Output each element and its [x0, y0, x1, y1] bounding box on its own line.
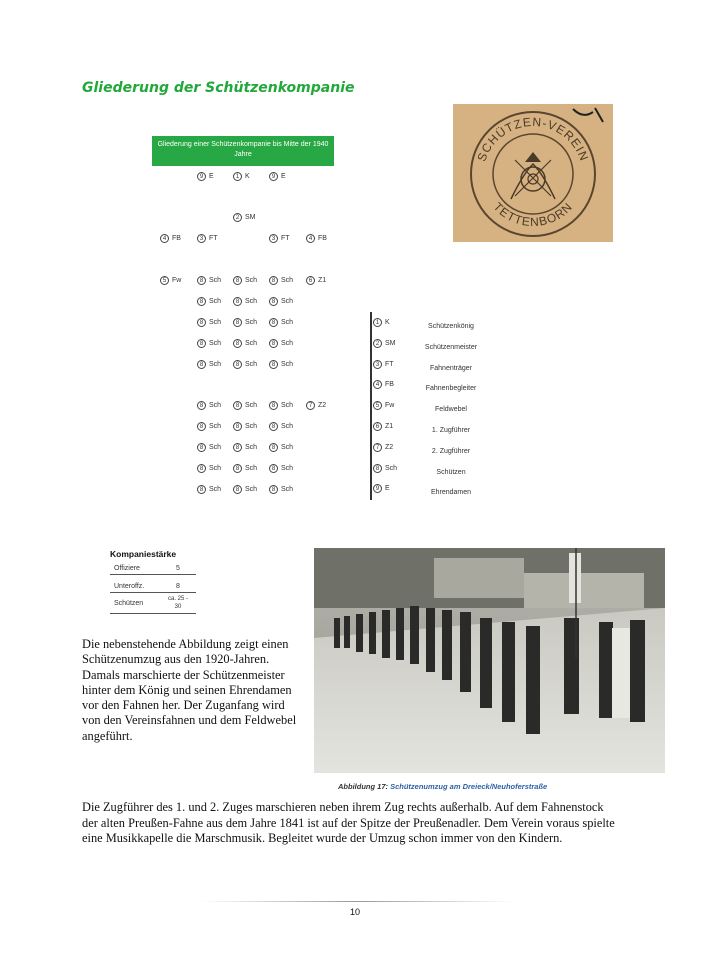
- legend-abbr-text: FB: [385, 381, 394, 389]
- position-abbr: Sch: [209, 361, 222, 368]
- legend-abbr: [373, 339, 396, 348]
- legend-abbr: [373, 484, 390, 493]
- position-abbr: Sch: [209, 277, 222, 284]
- stamp-image: [453, 104, 613, 242]
- legend-description: Fahnenbegleiter: [425, 385, 477, 393]
- formation-position: [269, 464, 293, 473]
- position-abbr: Sch: [281, 340, 294, 347]
- body-paragraph-2: Die Zugführer des 1. und 2. Zuges marschieren neben ihrem Zug rechts außerhalb. Auf dem Fahnenstock der alten Preußen-Fahne aus dem Jahre 1841 ist auf der Spitze der Preußenadler. Dem Verein voraus spielte eine Musikkapelle die Marschmusik. Begleitet wurde der Umzug schon immer von den Kindern.: [82, 800, 615, 846]
- parade-photo: [314, 548, 665, 773]
- legend-abbr-text: Z2: [385, 443, 394, 451]
- position-abbr: Sch: [281, 277, 294, 284]
- position-abbr: FT: [281, 235, 290, 242]
- formation-position: [306, 234, 327, 243]
- legend-abbr-text: Z1: [385, 423, 394, 430]
- position-number: 8: [233, 401, 242, 410]
- position-abbr: Sch: [209, 444, 222, 451]
- position-number: 8: [233, 297, 242, 306]
- position-number: 8: [269, 276, 278, 285]
- formation-position: [197, 443, 221, 452]
- formation-position: [269, 339, 293, 348]
- strength-table: [110, 563, 196, 614]
- diagram-header: Gliederung einer Schützenkompanie bis Mitte der 1940 Jahre: [152, 136, 334, 166]
- formation-position: [197, 464, 221, 473]
- table-cell: Schützen: [110, 593, 160, 614]
- formation-position: [233, 401, 257, 410]
- position-number: 8: [269, 360, 278, 369]
- formation-position: [197, 297, 221, 306]
- position-number: 8: [197, 422, 206, 431]
- position-number: 3: [269, 234, 278, 243]
- formation-position: [197, 401, 221, 410]
- formation-position: [233, 318, 257, 327]
- formation-position: [197, 234, 218, 243]
- position-number: 8: [233, 339, 242, 348]
- formation-position: [269, 485, 293, 494]
- legend-description: 1. Zugführer: [431, 427, 471, 434]
- footer-divider: [200, 901, 515, 902]
- stamp-bottom-text: TETTENBORN: [490, 199, 576, 230]
- formation-position: [160, 276, 181, 285]
- formation-position: [233, 360, 257, 369]
- position-abbr: Sch: [281, 319, 294, 326]
- position-number: 9: [269, 172, 278, 181]
- table-row: [110, 593, 196, 614]
- position-number: 8: [269, 485, 278, 494]
- position-number: 4: [306, 234, 315, 243]
- position-number: 4: [160, 234, 169, 243]
- legend-description: Schützen: [436, 468, 466, 476]
- table-row: [110, 575, 196, 593]
- position-number: 8: [197, 443, 206, 452]
- position-number: 8: [233, 464, 242, 473]
- legend-number: 6: [373, 422, 382, 431]
- position-abbr: Sch: [281, 444, 294, 451]
- position-number: 8: [233, 276, 242, 285]
- legend-abbr: [373, 360, 394, 369]
- legend-abbr-text: SM: [385, 339, 396, 347]
- position-abbr: Sch: [245, 486, 258, 493]
- legend-description: Ehrendamen: [430, 489, 472, 497]
- legend-abbr: [373, 401, 394, 410]
- formation-position: [269, 318, 293, 327]
- formation-position: [233, 485, 257, 494]
- formation-position: [160, 234, 181, 243]
- position-number: 1: [233, 172, 242, 181]
- formation-position: [233, 464, 257, 473]
- formation-position: [233, 213, 256, 222]
- position-abbr: Sch: [245, 465, 258, 472]
- position-number: 8: [269, 318, 278, 327]
- formation-position: [269, 443, 293, 452]
- position-abbr: Sch: [245, 402, 258, 409]
- position-abbr: SM: [245, 214, 256, 221]
- position-number: 5: [160, 276, 169, 285]
- position-number: 8: [233, 422, 242, 431]
- caption-text: Schützenumzug am Dreieck/Neuhoferstraße: [390, 782, 548, 791]
- formation-position: [269, 297, 293, 306]
- legend-description: Schützenmeister: [424, 343, 478, 351]
- legend-abbr: [373, 318, 390, 327]
- position-abbr: Sch: [281, 298, 294, 305]
- position-abbr: Sch: [245, 361, 258, 368]
- position-abbr: Sch: [245, 319, 258, 326]
- table-cell: Unteroffz.: [110, 575, 160, 593]
- position-abbr: Sch: [281, 465, 294, 472]
- legend-number: 5: [373, 401, 382, 410]
- formation-position: [197, 339, 221, 348]
- position-abbr: Z1: [318, 277, 327, 284]
- formation-position: [233, 297, 257, 306]
- formation-position: [197, 172, 214, 181]
- position-abbr: K: [245, 173, 250, 180]
- legend-description: 2. Zugführer: [431, 447, 471, 455]
- position-abbr: Sch: [209, 340, 222, 347]
- table-cell: 5: [160, 563, 196, 575]
- formation-position: [269, 422, 293, 431]
- legend-abbr-text: Fw: [385, 402, 395, 410]
- position-abbr: Sch: [209, 402, 222, 409]
- position-abbr: Sch: [245, 277, 258, 284]
- position-abbr: Sch: [281, 486, 294, 493]
- position-number: 8: [197, 464, 206, 473]
- position-abbr: FT: [209, 235, 218, 242]
- formation-position: [197, 276, 221, 285]
- position-abbr: Sch: [281, 402, 294, 409]
- legend-description: Fahnenträger: [429, 364, 473, 372]
- legend-number: 3: [373, 360, 382, 369]
- position-number: 8: [269, 443, 278, 452]
- legend-number: 4: [373, 380, 382, 389]
- position-abbr: E: [281, 173, 286, 180]
- formation-position: [269, 172, 286, 181]
- table-cell: ca. 25 - 30: [160, 593, 196, 614]
- formation-position: [233, 443, 257, 452]
- position-number: 8: [233, 360, 242, 369]
- legend-abbr-text: E: [385, 485, 390, 493]
- legend-number: 1: [373, 318, 382, 327]
- position-number: 8: [269, 464, 278, 473]
- table-cell: 8: [160, 575, 196, 593]
- position-number: 8: [197, 401, 206, 410]
- position-abbr: Sch: [209, 465, 222, 472]
- page-number: 10: [349, 907, 360, 917]
- position-abbr: Fw: [172, 277, 182, 284]
- formation-position: [233, 339, 257, 348]
- position-number: 3: [197, 234, 206, 243]
- legend-abbr: [373, 464, 397, 473]
- position-abbr: Sch: [209, 423, 222, 430]
- formation-position: [269, 401, 293, 410]
- body-paragraph-1: Die nebenstehende Abbildung zeigt einen Schützenumzug aus den 1920-Jahren. Damals marschierte der Schützenmeister hinter dem König und seinen Ehrendamen vor den Fahnen her. Der Zuganfang wird von den Vereinsfahnen und dem Feldwebel angeführt.: [82, 637, 297, 743]
- formation-position: [233, 422, 257, 431]
- position-number: 8: [233, 443, 242, 452]
- position-number: 8: [197, 297, 206, 306]
- position-number: 6: [306, 276, 315, 285]
- legend-description: Schützenkönig: [428, 323, 474, 330]
- position-abbr: Sch: [245, 444, 258, 451]
- formation-position: [233, 172, 250, 181]
- caption-prefix: Abbildung 17:: [338, 782, 391, 791]
- page-title: Gliederung der Schützenkompanie: [82, 80, 355, 96]
- legend-abbr: [373, 443, 393, 452]
- position-abbr: Sch: [209, 319, 222, 326]
- formation-position: [306, 276, 326, 285]
- position-number: 8: [269, 339, 278, 348]
- position-number: 8: [269, 297, 278, 306]
- position-abbr: Sch: [209, 298, 222, 305]
- position-abbr: Sch: [245, 298, 258, 305]
- legend-abbr: [373, 380, 394, 389]
- position-abbr: Sch: [281, 423, 294, 430]
- legend-number: 2: [373, 339, 382, 348]
- formation-position: [197, 360, 221, 369]
- legend-abbr: [373, 422, 393, 431]
- position-number: 2: [233, 213, 242, 222]
- legend-abbr-text: FT: [385, 360, 394, 368]
- position-number: 8: [197, 485, 206, 494]
- position-number: 8: [197, 339, 206, 348]
- formation-position: [197, 485, 221, 494]
- formation-position: [197, 422, 221, 431]
- formation-position: [269, 276, 293, 285]
- position-abbr: Sch: [281, 361, 294, 368]
- photo-caption: [338, 782, 547, 791]
- position-number: 7: [306, 401, 315, 410]
- legend-abbr-text: Sch: [385, 464, 398, 472]
- legend-number: 7: [373, 443, 382, 452]
- table-cell: Offiziere: [110, 563, 160, 575]
- position-number: 8: [233, 318, 242, 327]
- position-number: 8: [269, 401, 278, 410]
- position-abbr: Sch: [209, 486, 222, 493]
- position-number: 8: [269, 422, 278, 431]
- position-number: 9: [197, 172, 206, 181]
- position-abbr: Z2: [318, 402, 327, 409]
- position-abbr: FB: [318, 235, 327, 242]
- legend-divider: [370, 312, 372, 500]
- formation-position: [233, 276, 257, 285]
- strength-table-title: Kompaniestärke: [110, 549, 177, 559]
- formation-position: [269, 360, 293, 369]
- stamp-top-text: SCHÜTZEN-VEREIN: [474, 114, 592, 164]
- position-number: 8: [233, 485, 242, 494]
- legend-abbr-text: K: [385, 319, 390, 326]
- formation-position: [306, 401, 326, 410]
- legend-number: 8: [373, 464, 382, 473]
- position-number: 8: [197, 318, 206, 327]
- position-abbr: E: [209, 173, 214, 180]
- position-abbr: FB: [172, 235, 181, 242]
- formation-position: [197, 318, 221, 327]
- position-number: 8: [197, 360, 206, 369]
- formation-position: [269, 234, 290, 243]
- table-row: [110, 563, 196, 575]
- position-abbr: Sch: [245, 340, 258, 347]
- legend-description: Feldwebel: [435, 406, 467, 414]
- legend-number: 9: [373, 484, 382, 493]
- position-number: 8: [197, 276, 206, 285]
- position-abbr: Sch: [245, 423, 258, 430]
